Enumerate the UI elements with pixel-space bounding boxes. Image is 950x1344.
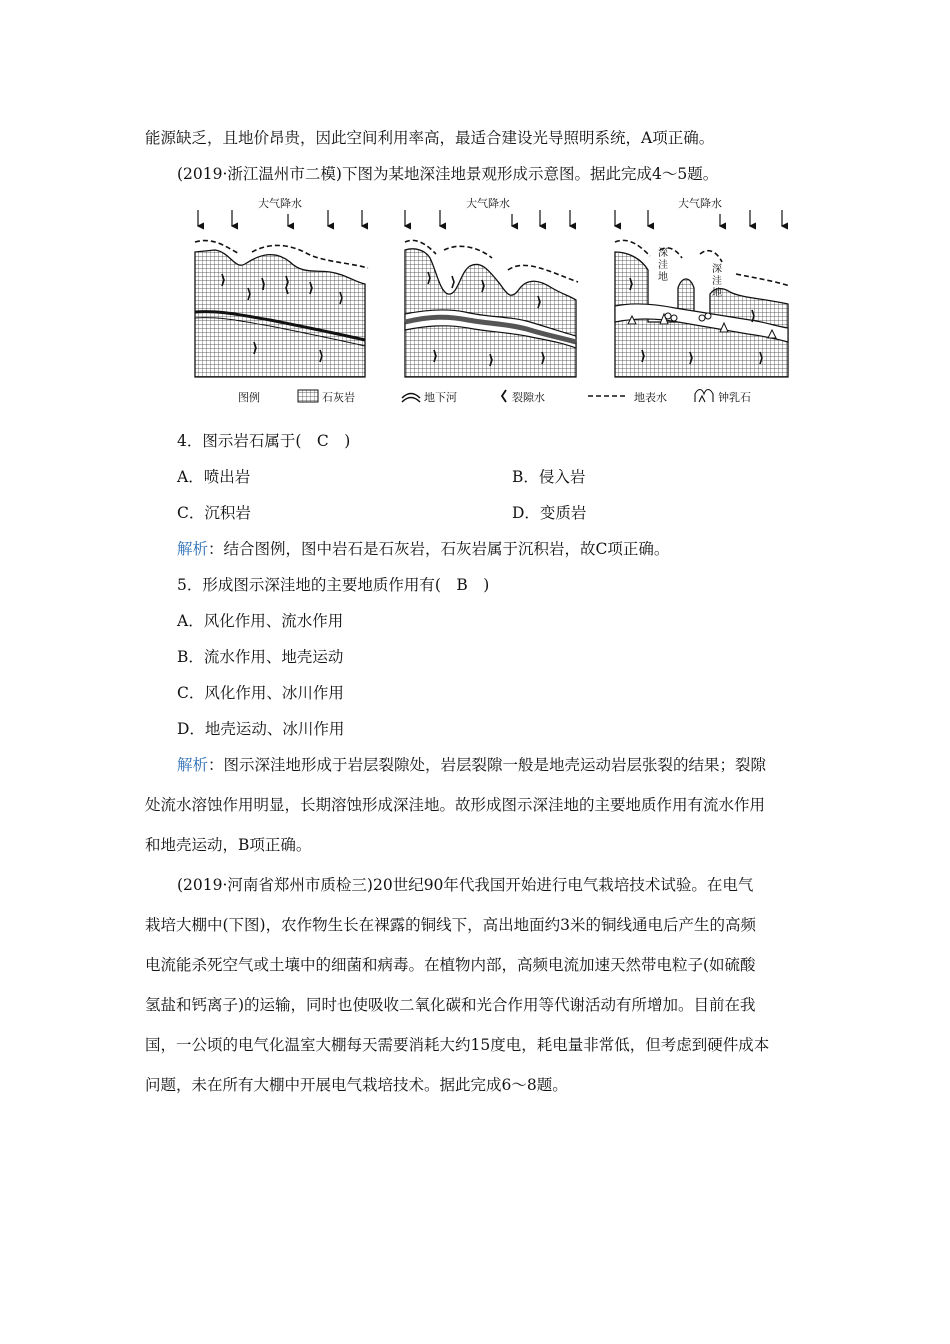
q4-stem: 4．图示岩石属于( C ) (177, 432, 351, 450)
legend-stalactite: 钟乳石 (718, 391, 751, 404)
depression-label-2-char-2: 洼 (712, 276, 722, 287)
q4-option-c: C．沉积岩 (177, 504, 251, 522)
depression-label-1 (658, 247, 671, 283)
legend-fissure-water: 裂隙水 (512, 391, 545, 404)
q4-option-b: B．侵入岩 (512, 468, 586, 486)
rain-arrows-2 (405, 210, 570, 226)
panel-3 (615, 240, 790, 377)
rain-label-2: 大气降水 (466, 197, 510, 210)
stalactite-swatch (695, 390, 713, 403)
q4-analysis (177, 539, 842, 559)
river-swatch (402, 394, 420, 403)
rain-label-3: 大气降水 (678, 197, 722, 210)
q5-option-b: B．流水作用、地壳运动 (177, 648, 344, 666)
q68-intro-line-6: 问题，未在所有大棚中开展电气栽培技术。据此完成6～8题。 (145, 1076, 568, 1094)
intro-line: 能源缺乏，且地价昂贵，因此空间利用率高，最适合建设光导照明系统，A项正确。 (145, 129, 715, 147)
q5-analysis-text-1: ：图示深洼地形成于岩层裂隙处，岩层裂隙一般是地壳运动岩层张裂的结果；裂隙 (208, 756, 767, 774)
rain-arrows-3 (615, 210, 782, 226)
depression-formation-figure (190, 192, 790, 410)
rain-arrows-1 (198, 210, 362, 226)
q68-intro-line-1: (2019·河南省郑州市质检三)20世纪90年代我国开始进行电气栽培技术试验。在电气 (177, 876, 754, 894)
fissure-swatch (502, 390, 506, 402)
q4-option-d: D．变质岩 (512, 504, 587, 522)
rain-label-1: 大气降水 (258, 197, 302, 210)
q68-intro-line-4: 氢盐和钙离子)的运输，同时也使吸收二氧化碳和光合作用等代谢活动有所增加。目前在我 (145, 996, 756, 1014)
q4-analysis-label: 解析 (177, 540, 209, 558)
depression-label-2-char-1: 深 (712, 264, 722, 275)
depression-label-1-char-2: 洼 (658, 260, 668, 271)
q68-intro-line-2: 栽培大棚中(下图)，农作物生长在裸露的铜线下，高出地面约3米的铜线通电后产生的高频 (145, 916, 756, 934)
q5-option-d: D．地壳运动、冰川作用 (177, 720, 345, 738)
q5-analysis-line-3: 和地壳运动，B项正确。 (145, 836, 312, 854)
panel-2 (405, 240, 578, 377)
q4-analysis-text: ：结合图例，图中岩石是石灰岩，石灰岩属于沉积岩，故C项正确。 (208, 540, 670, 558)
q4-option-a: A．喷出岩 (177, 468, 251, 486)
figure-svg (190, 192, 790, 410)
q5-option-c: C．风化作用、冰川作用 (177, 684, 344, 702)
q68-intro-line-3: 电流能杀死空气或土壤中的细菌和病毒。在植物内部，高频电流加速天然带电粒子(如硫酸 (145, 956, 756, 974)
depression-label-1-char-3: 地 (658, 272, 668, 283)
legend-limestone: 石灰岩 (322, 391, 355, 404)
q5-stem: 5．形成图示深洼地的主要地质作用有( B ) (177, 576, 490, 594)
legend-underground-river: 地下河 (424, 391, 457, 404)
depression-label-2-char-3: 地 (712, 288, 722, 299)
q5-analysis-label: 解析 (177, 756, 209, 774)
legend-surface-water: 地表水 (634, 391, 667, 404)
q45-intro: (2019·浙江温州市二模)下图为某地深洼地景观形成示意图。据此完成4～5题。 (177, 165, 719, 183)
legend-title: 图例 (238, 391, 260, 404)
q5-analysis-line-1 (177, 755, 842, 775)
panel-1 (195, 241, 368, 377)
legend (238, 390, 751, 405)
q5-analysis-line-2: 处流水溶蚀作用明显，长期溶蚀形成深洼地。故形成图示深洼地的主要地质作用有流水作用 (145, 796, 766, 814)
q5-option-a: A．风化作用、流水作用 (177, 612, 344, 630)
q68-intro-line-5: 国，一公顷的电气化温室大棚每天需要消耗大约15度电，耗电量非常低，但考虑到硬件成本 (145, 1036, 770, 1054)
limestone-swatch (298, 390, 318, 402)
depression-label-1-char-1: 深 (658, 248, 668, 259)
